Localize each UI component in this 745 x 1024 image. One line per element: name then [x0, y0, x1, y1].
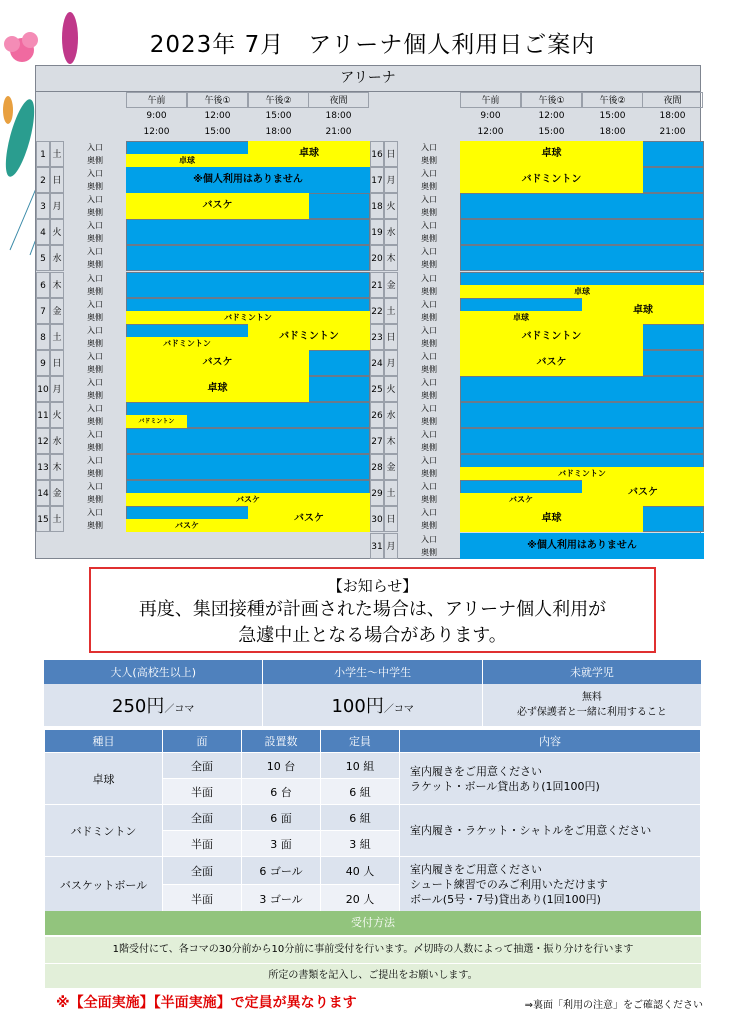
weekday: 火 — [50, 219, 64, 245]
time-header-name: 午後① — [187, 92, 248, 108]
day-number: 6 — [36, 272, 50, 298]
time-header-start: 15:00 — [599, 111, 626, 121]
content-line: ラケット・ボール貸出あり(1回100円) — [410, 779, 600, 793]
day-number: 23 — [370, 324, 384, 350]
time-header-start: 12:00 — [538, 111, 565, 121]
usage-block: バドミントン — [460, 324, 643, 350]
arena-label: アリーナ — [36, 66, 700, 92]
slot-empty — [126, 272, 370, 298]
day-number: 19 — [370, 219, 384, 245]
reception-line2: 所定の書類を記入し、ご提出をお願いします。 — [45, 964, 701, 988]
weekday: 火 — [50, 402, 64, 428]
reception-line1: 1階受付にて、各コマの30分前から10分前に事前受付を行います。〆切時の人数によって抽選・振り分けを行います — [45, 937, 701, 963]
time-header-end: 18:00 — [599, 127, 626, 137]
time-header-start: 15:00 — [265, 111, 292, 121]
sub-label-back: 奥側 — [421, 417, 437, 427]
day-number: 29 — [370, 480, 384, 506]
weekday: 土 — [50, 141, 64, 167]
usage-block: 卓球 — [460, 141, 643, 167]
arena-schedule — [35, 65, 701, 559]
usage-block: 卓球 — [126, 376, 309, 402]
sub-label-back: 奥側 — [421, 364, 437, 374]
col-capacity: 定員 — [321, 730, 400, 753]
content-line: 室内履きをご用意ください — [410, 863, 542, 876]
weekday: 水 — [384, 402, 398, 428]
sub-label-back: 奥側 — [87, 182, 103, 192]
sub-label-back: 奥側 — [421, 338, 437, 348]
usage-block: 卓球 — [248, 141, 370, 167]
reception-title: 受付方法 — [45, 911, 701, 935]
weekday: 金 — [50, 480, 64, 506]
sub-label-back: 奥側 — [421, 286, 437, 296]
sub-label-back: 奥側 — [87, 338, 103, 348]
men-cell: 全面 — [163, 805, 242, 831]
usage-block: バドミントン — [126, 415, 187, 428]
time-header-name: 夜間 — [642, 92, 703, 108]
usage-block: 卓球 — [460, 285, 704, 298]
usage-block: バスケ — [126, 519, 248, 532]
usage-block: ※個人利用はありません — [460, 533, 704, 559]
time-header-end: 21:00 — [325, 127, 352, 137]
time-header-name: 午前 — [126, 92, 187, 108]
men-cell: 全面 — [163, 753, 242, 779]
time-header-name: 夜間 — [308, 92, 369, 108]
weekday: 月 — [384, 167, 398, 193]
child-fee-cell — [263, 684, 482, 726]
count-cell: 3 ゴール — [242, 885, 321, 913]
weekday: 木 — [50, 454, 64, 480]
capacity-cell: 3 組 — [321, 831, 400, 857]
sub-label-back: 奥側 — [87, 390, 103, 400]
day-number: 31 — [370, 533, 384, 559]
sub-label-entrance: 入口 — [87, 169, 103, 179]
usage-block: バスケ — [126, 493, 370, 506]
child-header: 小学生～中学生 — [263, 660, 482, 684]
sub-label-back: 奥側 — [87, 469, 103, 479]
day-number: 14 — [36, 480, 50, 506]
capacity-cell: 20 人 — [321, 885, 400, 913]
weekday: 日 — [384, 506, 398, 532]
sub-label-entrance: 入口 — [87, 351, 103, 361]
slot-empty — [126, 219, 370, 245]
sub-label-entrance: 入口 — [421, 456, 437, 466]
sub-label-back: 奥側 — [87, 312, 103, 322]
sport-name: バドミントン — [45, 805, 163, 857]
usage-block: バドミントン — [126, 311, 370, 324]
sub-label-entrance: 入口 — [87, 404, 103, 413]
sub-label-back: 奥側 — [421, 234, 437, 244]
usage-block: バドミントン — [460, 467, 704, 480]
time-header-start: 9:00 — [146, 111, 167, 121]
time-header-start: 12:00 — [204, 111, 231, 121]
sub-label-entrance: 入口 — [421, 221, 437, 231]
sub-label-back: 奥側 — [87, 156, 103, 166]
sub-label-back: 奥側 — [87, 260, 103, 270]
day-number: 26 — [370, 402, 384, 428]
sub-label-back: 奥側 — [87, 495, 103, 505]
weekday: 土 — [50, 506, 64, 532]
day-number: 5 — [36, 245, 50, 271]
sub-label-entrance: 入口 — [87, 482, 103, 492]
time-header-end: 15:00 — [204, 127, 231, 137]
per-unit: ／コマ — [164, 704, 195, 715]
facility-table — [44, 729, 701, 913]
day-number: 27 — [370, 428, 384, 454]
day-number: 21 — [370, 272, 384, 298]
usage-block: バドミントン — [126, 337, 248, 350]
sub-label-entrance: 入口 — [87, 325, 103, 335]
sub-label-entrance: 入口 — [421, 299, 437, 309]
sub-label-back: 奥側 — [421, 156, 437, 166]
sub-label-entrance: 入口 — [421, 195, 437, 205]
slot-empty — [126, 454, 370, 480]
capacity-cell: 6 組 — [321, 805, 400, 831]
sub-label-back: 奥側 — [421, 312, 437, 322]
capacity-cell: 40 人 — [321, 857, 400, 885]
sub-label-back: 奥側 — [87, 208, 103, 218]
weekday: 月 — [384, 350, 398, 376]
weekday: 土 — [384, 298, 398, 324]
slot-empty — [460, 193, 704, 219]
usage-block: バドミントン — [460, 167, 643, 193]
day-number: 1 — [36, 141, 50, 167]
col-sport: 種目 — [45, 730, 163, 753]
weekday: 水 — [384, 219, 398, 245]
sub-label-entrance: 入口 — [87, 195, 103, 205]
sub-label-entrance: 入口 — [421, 482, 437, 492]
page-title: 2023年 7月 アリーナ個人利用日ご案内 — [149, 32, 596, 58]
day-number: 7 — [36, 298, 50, 324]
sub-label-back: 奥側 — [87, 521, 103, 531]
time-header-end: 12:00 — [477, 127, 504, 137]
infant-fee-cell — [482, 684, 701, 726]
day-number: 4 — [36, 219, 50, 245]
content-line: 室内履きをご用意ください — [410, 764, 542, 778]
time-header-name: 午後② — [582, 92, 643, 108]
time-header-end: 21:00 — [659, 127, 686, 137]
day-number: 2 — [36, 167, 50, 193]
sub-label-back: 奥側 — [421, 547, 437, 557]
day-number: 13 — [36, 454, 50, 480]
content-cell — [400, 753, 701, 805]
sport-name: 卓球 — [45, 753, 163, 805]
weekday: 月 — [50, 376, 64, 402]
day-number: 30 — [370, 506, 384, 532]
day-number: 22 — [370, 298, 384, 324]
slot-empty — [126, 245, 370, 271]
weekday: 水 — [50, 428, 64, 454]
men-cell: 半面 — [163, 885, 242, 913]
weekday: 日 — [50, 167, 64, 193]
weekday: 火 — [384, 193, 398, 219]
sub-label-entrance: 入口 — [87, 508, 103, 518]
day-number: 3 — [36, 193, 50, 219]
sub-label-back: 奥側 — [421, 390, 437, 400]
content-line: シュート練習でのみご利用いただけます — [410, 878, 608, 891]
col-count: 設置数 — [242, 730, 321, 753]
weekday: 日 — [50, 350, 64, 376]
weekday: 木 — [384, 428, 398, 454]
notice-line1: 再度、集団接種が計画された場合は、アリーナ個人利用が — [138, 599, 607, 620]
weekday: 月 — [50, 193, 64, 219]
count-cell: 10 台 — [242, 753, 321, 779]
notice-box — [89, 567, 656, 653]
weekday: 木 — [50, 272, 64, 298]
slot-empty — [460, 376, 704, 402]
time-header-end: 12:00 — [143, 127, 170, 137]
price-table — [44, 660, 701, 726]
usage-block: 卓球 — [126, 154, 248, 167]
sub-label-back: 奥側 — [87, 364, 103, 374]
sub-label-back: 奥側 — [421, 469, 437, 479]
sub-label-entrance: 入口 — [87, 247, 103, 257]
sub-label-back: 奥側 — [421, 521, 437, 531]
sub-label-entrance: 入口 — [421, 404, 437, 413]
footer-reference: ⇒裏面「利用の注意」をご確認ください — [524, 1000, 703, 1011]
usage-block: バスケ — [582, 480, 704, 506]
day-number: 9 — [36, 350, 50, 376]
slot-empty — [460, 245, 704, 271]
infant-note: 必ず保護者と一緒に利用すること — [516, 707, 667, 718]
infant-fee: 無料 — [581, 692, 602, 703]
day-number: 12 — [36, 428, 50, 454]
slot-empty — [460, 402, 704, 428]
sub-label-entrance: 入口 — [87, 299, 103, 309]
weekday: 月 — [384, 533, 398, 559]
usage-block: ※個人利用はありません — [126, 167, 370, 193]
count-cell: 3 面 — [242, 831, 321, 857]
usage-block: バドミントン — [248, 324, 370, 350]
sub-label-entrance: 入口 — [421, 508, 437, 518]
notice-line2: 急遽中止となる場合があります。 — [238, 625, 507, 646]
usage-block: バスケ — [126, 350, 309, 376]
day-number: 10 — [36, 376, 50, 402]
time-header-start: 9:00 — [480, 111, 501, 121]
per-unit: ／コマ — [383, 704, 414, 715]
men-cell: 全面 — [163, 857, 242, 885]
content-cell — [400, 857, 701, 913]
usage-block: 卓球 — [460, 311, 582, 324]
slot-empty — [126, 428, 370, 454]
day-number: 17 — [370, 167, 384, 193]
adult-fee: 250円 — [112, 696, 165, 717]
men-cell: 半面 — [163, 831, 242, 857]
sub-label-entrance: 入口 — [421, 377, 437, 387]
sub-label-entrance: 入口 — [87, 430, 103, 440]
usage-block: バスケ — [248, 506, 370, 532]
infant-header: 未就学児 — [482, 660, 701, 684]
weekday: 日 — [384, 324, 398, 350]
day-number: 16 — [370, 141, 384, 167]
time-header-name: 午後① — [521, 92, 582, 108]
sub-label-entrance: 入口 — [421, 430, 437, 440]
day-number: 25 — [370, 376, 384, 402]
sub-label-back: 奥側 — [87, 443, 103, 453]
adult-header: 大人(高校生以上) — [44, 660, 263, 684]
sub-label-entrance: 入口 — [421, 534, 437, 544]
capacity-cell: 6 組 — [321, 779, 400, 805]
sub-label-entrance: 入口 — [421, 351, 437, 361]
slot-empty — [460, 428, 704, 454]
content-line: 室内履き・ラケット・シャトルをご用意ください — [410, 824, 652, 837]
sub-label-entrance: 入口 — [421, 247, 437, 257]
usage-block: 卓球 — [460, 506, 643, 532]
weekday: 日 — [384, 141, 398, 167]
weekday: 火 — [384, 376, 398, 402]
day-number: 20 — [370, 245, 384, 271]
adult-fee-cell — [44, 684, 263, 726]
sub-label-entrance: 入口 — [87, 273, 103, 283]
time-header-name: 午前 — [460, 92, 521, 108]
sport-name: バスケットボール — [45, 857, 163, 913]
day-number: 18 — [370, 193, 384, 219]
sub-label-entrance: 入口 — [421, 169, 437, 179]
usage-block: 卓球 — [582, 298, 704, 324]
day-number: 24 — [370, 350, 384, 376]
sub-label-entrance: 入口 — [87, 143, 103, 152]
sub-label-back: 奥側 — [421, 182, 437, 192]
day-number: 11 — [36, 402, 50, 428]
time-header-name: 午後② — [248, 92, 309, 108]
footer-note: ※【全面実施】【半面実施】で定員が異なります — [56, 995, 357, 1011]
capacity-cell: 10 組 — [321, 753, 400, 779]
sub-label-back: 奥側 — [421, 260, 437, 270]
usage-block: バスケ — [460, 350, 643, 376]
sub-label-back: 奥側 — [421, 443, 437, 453]
sub-label-back: 奥側 — [87, 234, 103, 244]
time-header-end: 15:00 — [538, 127, 565, 137]
weekday: 金 — [50, 298, 64, 324]
sub-label-back: 奥側 — [87, 417, 103, 427]
content-line: ボール(5号・7号)貸出あり(1回100円) — [410, 893, 601, 906]
sub-label-back: 奥側 — [421, 495, 437, 505]
count-cell: 6 面 — [242, 805, 321, 831]
col-men: 面 — [163, 730, 242, 753]
weekday: 木 — [384, 245, 398, 271]
count-cell: 6 台 — [242, 779, 321, 805]
weekday: 金 — [384, 454, 398, 480]
usage-block: バスケ — [126, 193, 309, 219]
sub-label-back: 奥側 — [421, 208, 437, 218]
child-fee: 100円 — [331, 696, 384, 717]
weekday: 水 — [50, 245, 64, 271]
sub-label-entrance: 入口 — [421, 325, 437, 335]
men-cell: 半面 — [163, 779, 242, 805]
sub-label-back: 奥側 — [87, 286, 103, 296]
day-number: 15 — [36, 506, 50, 532]
notice-heading: 【お知らせ】 — [327, 577, 418, 595]
day-number: 8 — [36, 324, 50, 350]
sub-label-entrance: 入口 — [421, 273, 437, 283]
day-number: 28 — [370, 454, 384, 480]
weekday: 金 — [384, 272, 398, 298]
sub-label-entrance: 入口 — [421, 143, 437, 152]
sub-label-entrance: 入口 — [87, 377, 103, 387]
slot-empty — [460, 219, 704, 245]
count-cell: 6 ゴール — [242, 857, 321, 885]
sub-label-entrance: 入口 — [87, 456, 103, 466]
weekday: 土 — [384, 480, 398, 506]
content-cell — [400, 805, 701, 857]
sub-label-entrance: 入口 — [87, 221, 103, 231]
time-header-start: 18:00 — [659, 111, 686, 121]
col-content: 内容 — [400, 730, 701, 753]
usage-block: バスケ — [460, 493, 582, 506]
weekday: 土 — [50, 324, 64, 350]
time-header-end: 18:00 — [265, 127, 292, 137]
time-header-start: 18:00 — [325, 111, 352, 121]
